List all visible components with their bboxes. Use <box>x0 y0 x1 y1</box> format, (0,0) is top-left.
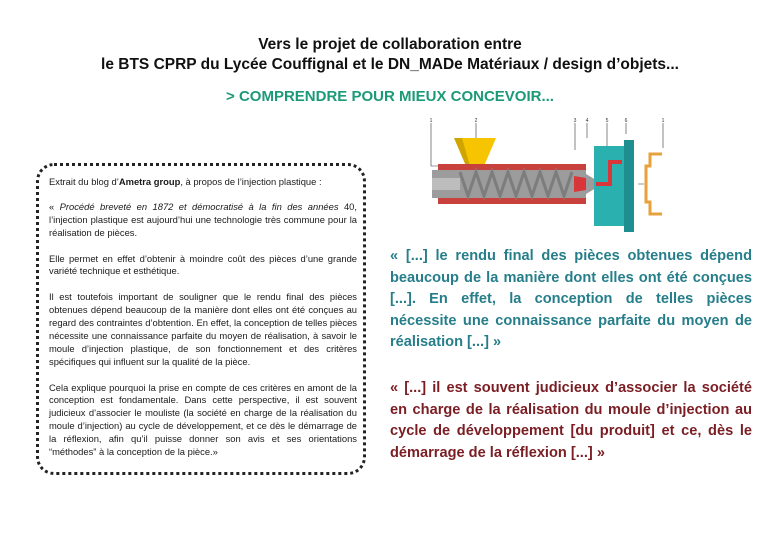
extract-paragraph-1 <box>49 201 357 240</box>
extract-p1-italic: Procédé breveté en 1872 et démocratisé à la fin des années <box>59 200 339 212</box>
diagram-label-3: 3 <box>573 118 577 124</box>
extract-paragraph-4: Cela explique pourquoi la prise en compte de ces critères en amont de la conception est fondamentale. Dans cette perspective, il est souvent judicieux d’associer le mouliste (la société en charge de la réalisation du moule d’injection) au cycle de développement, et ce dès le démarrage de la réflexion, afin qu’il puisse donner son avis et ses orientations “méthodes” à la conception de la pièce.» <box>49 381 357 458</box>
injection-molding-diagram <box>424 116 672 238</box>
extract-paragraph-3: Il est toutefois important de souligner que le rendu final des pièces obtenues dépend beaucoup de la manière dont elles ont été conçues au regard des contraintes d’obtention. En effet, la conception de telles pièces nécessite une connaissance parfaite du moyen de réalisation, à savoir le moule d’injection plastique, de son fonctionnement et des critères spécifiques qui influent sur la qualité de la pièce. <box>49 291 357 367</box>
extract-intro <box>49 176 357 189</box>
diagram-label-7: 1 <box>661 118 665 124</box>
page-subtitle: > COMPRENDRE POUR MIEUX CONCEVOIR... <box>226 88 554 105</box>
diagram-label-2: 2 <box>474 118 478 124</box>
melt-front <box>574 176 586 192</box>
extract-p1-rest: 40, l’injection plastique est aujourd’hui une technologie très commune pour la réalisation de pièces. <box>49 200 357 238</box>
blog-extract-box <box>36 163 366 475</box>
extract-source: Ametra group <box>118 176 181 187</box>
heater-top <box>438 164 586 170</box>
extract-p1-open: « <box>49 200 60 212</box>
diagram-label-1: 1 <box>429 118 433 124</box>
diagram-label-6: 6 <box>624 118 628 124</box>
page-title-line-2: le BTS CPRP du Lycée Couffignal et le DN_MADe Matériaux / design d’objets... <box>101 56 679 73</box>
quote-mouliste: « [...] il est souvent judicieux d’associer la société en charge de la réalisation du moule d’injection au cycle de développement [du produit] et ce, dès le démarrage de la réflexion [...] » <box>390 380 752 461</box>
diagram-label-4: 4 <box>585 118 589 124</box>
leader-line-1 <box>431 123 438 166</box>
extract-paragraph-2: Elle permet en effet d’obtenir à moindre coût des pièces d’une grande variété technique et esthétique. <box>49 252 357 277</box>
mold-moving-half <box>624 140 634 232</box>
screw-shaft <box>432 178 460 190</box>
page-title-line-1: Vers le projet de collaboration entre <box>258 36 522 53</box>
extract-intro-prefix: Extrait du blog d’ <box>49 176 119 187</box>
ejected-part <box>646 154 662 214</box>
quote-rendu-final: « [...] le rendu final des pièces obtenues dépend beaucoup de la manière dont elles ont été conçues [...]. En effet, la conception de telles pièces nécessite une connaissance parfaite du moyen de réalisation [...] » <box>390 248 752 351</box>
extract-intro-suffix: , à propos de l’injection plastique : <box>180 176 322 187</box>
diagram-label-5: 5 <box>605 118 609 124</box>
